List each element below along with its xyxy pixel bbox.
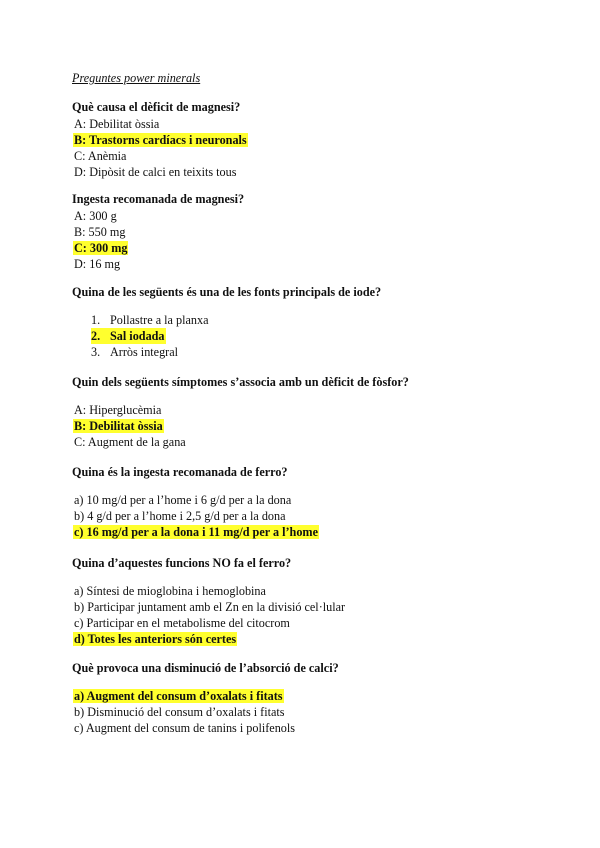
answer-item-correct: d) Totes les anteriors són certes [74, 632, 237, 646]
answer-item: A: 300 g [74, 209, 117, 223]
answer-item-correct: C: 300 mg [74, 241, 128, 255]
answer-item: D: 16 mg [74, 257, 121, 271]
answer-item: B: 550 mg [74, 225, 126, 239]
answer-list-4 [73, 402, 187, 450]
answer-list-5 [73, 492, 319, 540]
question-2: Ingesta recomanada de magnesi? [72, 192, 245, 206]
document-title: Preguntes power minerals [72, 71, 201, 85]
question-5: Quina és la ingesta recomanada de ferro? [72, 465, 288, 479]
answer-item: C: Anèmia [74, 149, 127, 163]
question-6: Quina d’aquestes funcions NO fa el ferro? [72, 556, 292, 570]
answer-item-correct: a) Augment del consum d’oxalats i fitats [74, 689, 283, 703]
answer-item: a) Síntesi de mioglobina i hemoglobina [74, 584, 266, 598]
question-4: Quin dels següents símptomes s’associa amb un dèficit de fòsfor? [72, 375, 409, 389]
question-1: Què causa el dèficit de magnesi? [72, 100, 241, 114]
answer-item: D: Dipòsit de calci en teixits tous [74, 165, 237, 179]
answer-list-2 [73, 208, 128, 272]
answer-item: C: Augment de la gana [74, 435, 186, 449]
answer-item: a) 10 mg/d per a l’home i 6 g/d per a la dona [74, 493, 292, 507]
answer-item: b) Participar juntament amb el Zn en la divisió cel·lular [74, 600, 346, 614]
answer-item-correct: B: Trastorns cardíacs i neuronals [74, 133, 247, 147]
document-page: Preguntes power minerals Què causa el dèficit de magnesi? A: Debilitat òssia B: Trastorns cardíacs i neuronals C: Anèmia D: Dipòsit de calci en teixits tous Ingesta recomanada de magnesi? A: 300 g B: 550 mg C: 300 mg D: 16 mg Quina de les següents és una de les fonts principals de iode? 1. Pollastre a la planxa 2. Sal iodada 3. Arròs integral Quin dels següents símptomes s’associa amb un dèficit de fòsfor? A: Hiperglucèmia B: Debilitat òssia C: Augment de la gana Quina és la ingesta recomanada de ferro? a) 10 mg/d per a l’home i 6 g/d per a la dona b) 4 g/d per a l’home i 2,5 g/d per a la dona c) 16 mg/d per a la dona i 11 mg/d per a l’home Quina d’aquestes funcions NO fa el ferro? a) Síntesi de mioglobina i hemoglobina b) Participar juntament amb el Zn en la divisió cel·lular c) Participar en el metabolisme del citocrom d) Totes les anteriors són certes Què provoca una disminució de l’absorció de calci? a) Augment del consum d’oxalats i fitats b) Disminució del consum d’oxalats i fitats c) Augment del consum de tanins i polifenols [72, 71, 409, 735]
answer-list-6 [73, 583, 346, 647]
answer-item: c) Augment del consum de tanins i polifenols [74, 721, 296, 735]
question-7: Què provoca una disminució de l’absorció de calci? [72, 661, 339, 675]
question-3: Quina de les següents és una de les fonts principals de iode? [72, 285, 382, 299]
answer-item-correct: c) 16 mg/d per a la dona i 11 mg/d per a l’home [74, 525, 318, 539]
answer-item: c) Participar en el metabolisme del citocrom [74, 616, 290, 630]
answer-list-1 [73, 116, 248, 180]
answer-item-correct: B: Debilitat òssia [74, 419, 163, 433]
answer-list-7 [73, 688, 296, 736]
answer-item: A: Debilitat òssia [74, 117, 160, 131]
answer-item: b) 4 g/d per a l’home i 2,5 g/d per a la dona [74, 509, 286, 523]
answer-item: b) Disminució del consum d’oxalats i fitats [74, 705, 285, 719]
answer-item: A: Hiperglucèmia [74, 403, 162, 417]
